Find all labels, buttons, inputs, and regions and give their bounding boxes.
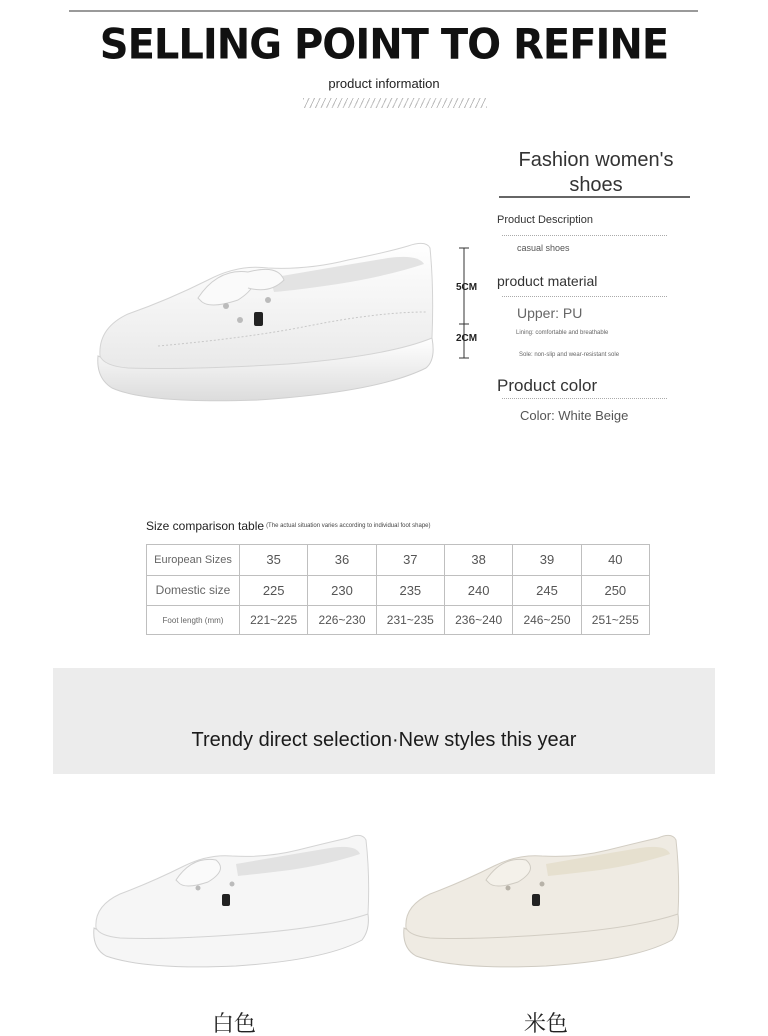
variant-caption-beige: 米色 <box>523 1011 568 1036</box>
page-headline: SELLING POINT TO REFINE <box>99 20 669 70</box>
page-subtitle: product information <box>328 76 440 91</box>
top-divider <box>69 10 698 12</box>
table-cell: 246~250 <box>513 606 581 635</box>
upper-height-label: 5CM <box>456 282 478 293</box>
table-row <box>147 606 650 635</box>
row-label: European Sizes <box>147 545 240 576</box>
table-cell: 225 <box>240 575 308 606</box>
description-value: casual shoes <box>517 243 570 253</box>
promo-banner-text: Trendy direct selection·New styles this year <box>191 729 577 751</box>
table-cell: 37 <box>376 545 444 576</box>
table-cell: 235 <box>376 575 444 606</box>
table-row <box>147 575 650 606</box>
color-rule <box>502 398 667 399</box>
table-cell: 231~235 <box>376 606 444 635</box>
row-label: Foot length (mm) <box>147 606 240 635</box>
table-cell: 36 <box>308 545 376 576</box>
material-rule <box>502 296 667 297</box>
hatch-divider <box>303 98 487 108</box>
table-cell: 40 <box>581 545 649 576</box>
size-table-title: Size comparison table <box>146 519 265 533</box>
row-label: Domestic size <box>147 575 240 606</box>
color-label: Product color <box>497 376 598 395</box>
table-cell: 240 <box>444 575 512 606</box>
variant-shoe-beige <box>396 826 686 976</box>
table-cell: 250 <box>581 575 649 606</box>
table-cell: 236~240 <box>444 606 512 635</box>
table-cell: 35 <box>240 545 308 576</box>
material-label: product material <box>497 273 598 289</box>
table-cell: 226~230 <box>308 606 376 635</box>
table-cell: 251~255 <box>581 606 649 635</box>
variant-shoe-white <box>86 826 376 976</box>
sole-material: Sole: non-slip and wear-resistant sole <box>519 352 620 358</box>
description-rule <box>502 235 667 236</box>
size-table-caption <box>146 519 431 533</box>
promo-banner <box>53 668 715 774</box>
table-cell: 39 <box>513 545 581 576</box>
size-comparison-table <box>146 544 650 635</box>
table-row <box>147 545 650 576</box>
size-table-note: (The actual situation varies according to individual foot shape) <box>266 523 431 529</box>
description-label: Product Description <box>497 214 593 226</box>
hero-shoe-image <box>88 228 488 418</box>
lining-material: Lining: comfortable and breathable <box>516 330 609 336</box>
upper-material: Upper: PU <box>517 305 583 321</box>
table-cell: 230 <box>308 575 376 606</box>
color-value: Color: White Beige <box>520 408 629 423</box>
product-name-rule <box>499 196 690 198</box>
product-name: Fashion women's shoes <box>518 149 674 196</box>
table-cell: 245 <box>513 575 581 606</box>
sole-height-label: 2CM <box>456 333 478 344</box>
variant-caption-white: 白色 <box>211 1011 256 1036</box>
table-cell: 38 <box>444 545 512 576</box>
table-cell: 221~225 <box>240 606 308 635</box>
